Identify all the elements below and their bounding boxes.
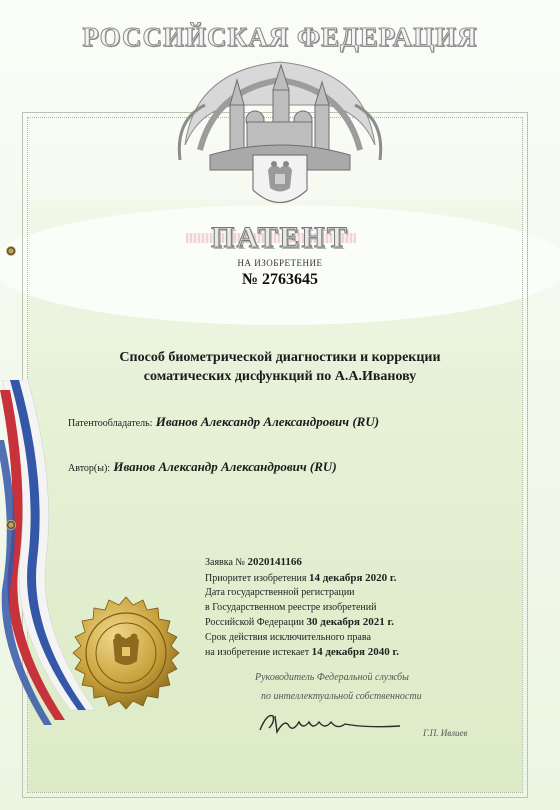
patent-number: № 2763645 <box>241 271 319 288</box>
registration-line-2: в Государственном реестре изобретений <box>205 601 377 613</box>
official-position <box>255 668 495 706</box>
document-type: ПАТЕНТ <box>211 221 349 254</box>
term-line-2 <box>205 645 505 661</box>
official-position-line-1: Руководитель Федеральной службы <box>255 672 409 683</box>
term-line-2-text: на изобретение истекает <box>205 647 310 658</box>
application-label: Заявка № <box>205 557 245 568</box>
priority-date: 14 декабря 2020 г. <box>308 571 397 584</box>
invention-title-line-1: Способ биометрической диагностики и коррекции <box>119 350 441 365</box>
term-date: 14 декабря 2040 г. <box>311 646 400 658</box>
registration-line-3-text: Российской Федерации <box>205 617 305 628</box>
registration-line-3 <box>205 615 505 631</box>
author-label: Автор(ы): <box>68 463 111 474</box>
author-value: Иванов Александр Александрович (RU) <box>113 459 337 474</box>
holder-value: Иванов Александр Александрович (RU) <box>155 414 380 429</box>
binder-hole-top <box>6 246 16 256</box>
invention-title <box>70 348 490 386</box>
signature-icon <box>255 708 405 738</box>
document-subtitle: НА ИЗОБРЕТЕНИЕ <box>237 258 323 268</box>
holder-label: Патентообладатель: <box>68 418 153 429</box>
application-line <box>205 555 505 571</box>
registration-details <box>205 555 505 661</box>
official-position-line-2: по интеллектуальной собственности <box>261 691 422 702</box>
term-line-1: Срок действия исключительного права <box>205 631 371 643</box>
registration-line-1: Дата государственной регистрации <box>205 587 355 598</box>
application-number: 2020141166 <box>247 556 302 568</box>
priority-label: Приоритет изобретения <box>205 572 307 584</box>
registration-date: 30 декабря 2021 г. <box>306 616 394 628</box>
kremlin-emblem-icon <box>175 50 385 225</box>
gold-seal-icon <box>63 595 189 721</box>
binder-hole-bottom <box>6 520 16 530</box>
double-headed-eagle-icon <box>253 155 307 203</box>
country-heading: РОССИЙСКАЯ ФЕДЕРАЦИЯ <box>82 22 478 52</box>
priority-line <box>205 571 505 587</box>
invention-title-line-2: соматических дисфункций по А.А.Иванову <box>143 369 417 384</box>
official-name: Г.П. Ивлиев <box>423 728 468 738</box>
